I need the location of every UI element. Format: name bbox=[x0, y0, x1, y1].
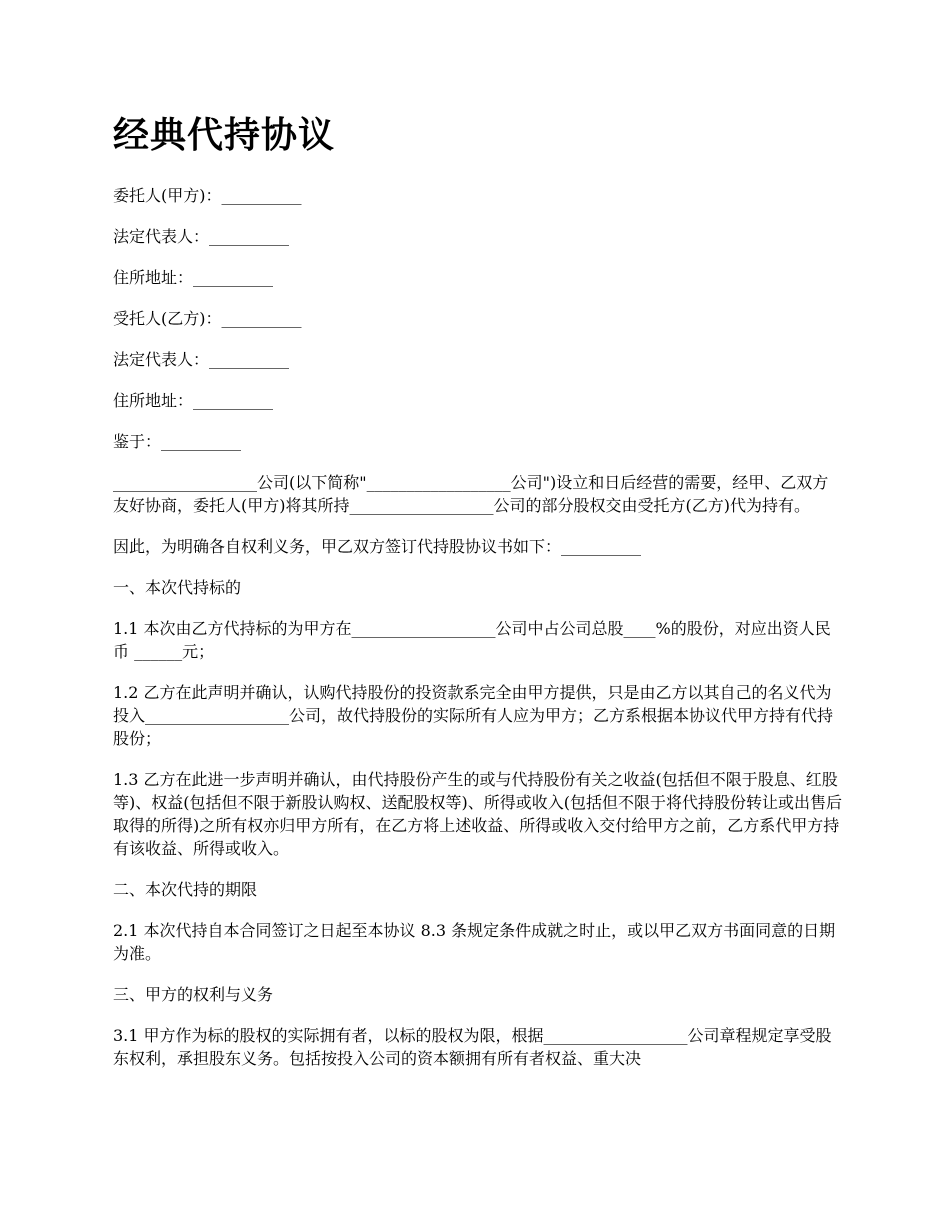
section-heading-1: 一、本次代持标的 bbox=[113, 578, 242, 597]
trustee-line: 受托人(乙方)：__________ bbox=[113, 309, 302, 328]
principal-legal-rep-line: 法定代表人：__________ bbox=[113, 227, 290, 246]
clause-3-1: 3.1 甲方作为标的股权的实际拥有者，以标的股权为限，根据__________________公司章程规定享受股东权利，承担股东义务。包括按投入公司的资本额拥有所有者权益、重大决 bbox=[113, 1026, 832, 1068]
clause-2-1: 2.1 本次代持自本合同签订之日起至本协议 8.3 条规定条件成就之时止，或以甲乙双方书面同意的日期为准。 bbox=[113, 921, 836, 963]
document-title: 经典代持协议 bbox=[113, 114, 336, 156]
clause-1-1: 1.1 本次由乙方代持标的为甲方在__________________公司中占公司总股____%的股份，对应出资人民币 ______元； bbox=[113, 619, 831, 661]
clause-1-2: 1.2 乙方在此声明并确认，认购代持股份的投资款系完全由甲方提供，只是由乙方以其自己的名义代为投入__________________公司，故代持股份的实际所有人应为甲方；乙方系根据本协议代甲方持有代持股份； bbox=[113, 683, 834, 748]
background-paragraph: __________________公司(以下简称"__________________公司")设立和日后经营的需要，经甲、乙双方友好协商，委托人(甲方)将其所持__________________公司的部分股权交由受托方(乙方)代为持有。 bbox=[113, 473, 829, 515]
whereas-line: 鉴于：__________ bbox=[113, 432, 242, 451]
section-heading-3: 三、甲方的权利与义务 bbox=[113, 985, 274, 1004]
section-heading-2: 二、本次代持的期限 bbox=[113, 880, 258, 899]
trustee-legal-rep-line: 法定代表人：__________ bbox=[113, 350, 290, 369]
principal-address-line: 住所地址：__________ bbox=[113, 268, 274, 287]
principal-line: 委托人(甲方)：__________ bbox=[113, 186, 302, 205]
clause-1-3: 1.3 乙方在此进一步声明并确认，由代持股份产生的或与代持股份有关之收益(包括但不限于股息、红股等)、权益(包括但不限于新股认购权、送配股权等)、所得或收入(包括但不限于将代持股份转让或出售后取得的所得)之所有权亦归甲方所有，在乙方将上述收益、所得或收入交付给甲方之前，乙方系代甲方持有该收益、所得或收入。 bbox=[113, 770, 842, 858]
document-page bbox=[113, 112, 843, 1088]
trustee-address-line: 住所地址：__________ bbox=[113, 391, 274, 410]
agreement-intro-paragraph: 因此，为明确各自权利义务，甲乙双方签订代持股协议书如下：__________ bbox=[113, 537, 642, 556]
